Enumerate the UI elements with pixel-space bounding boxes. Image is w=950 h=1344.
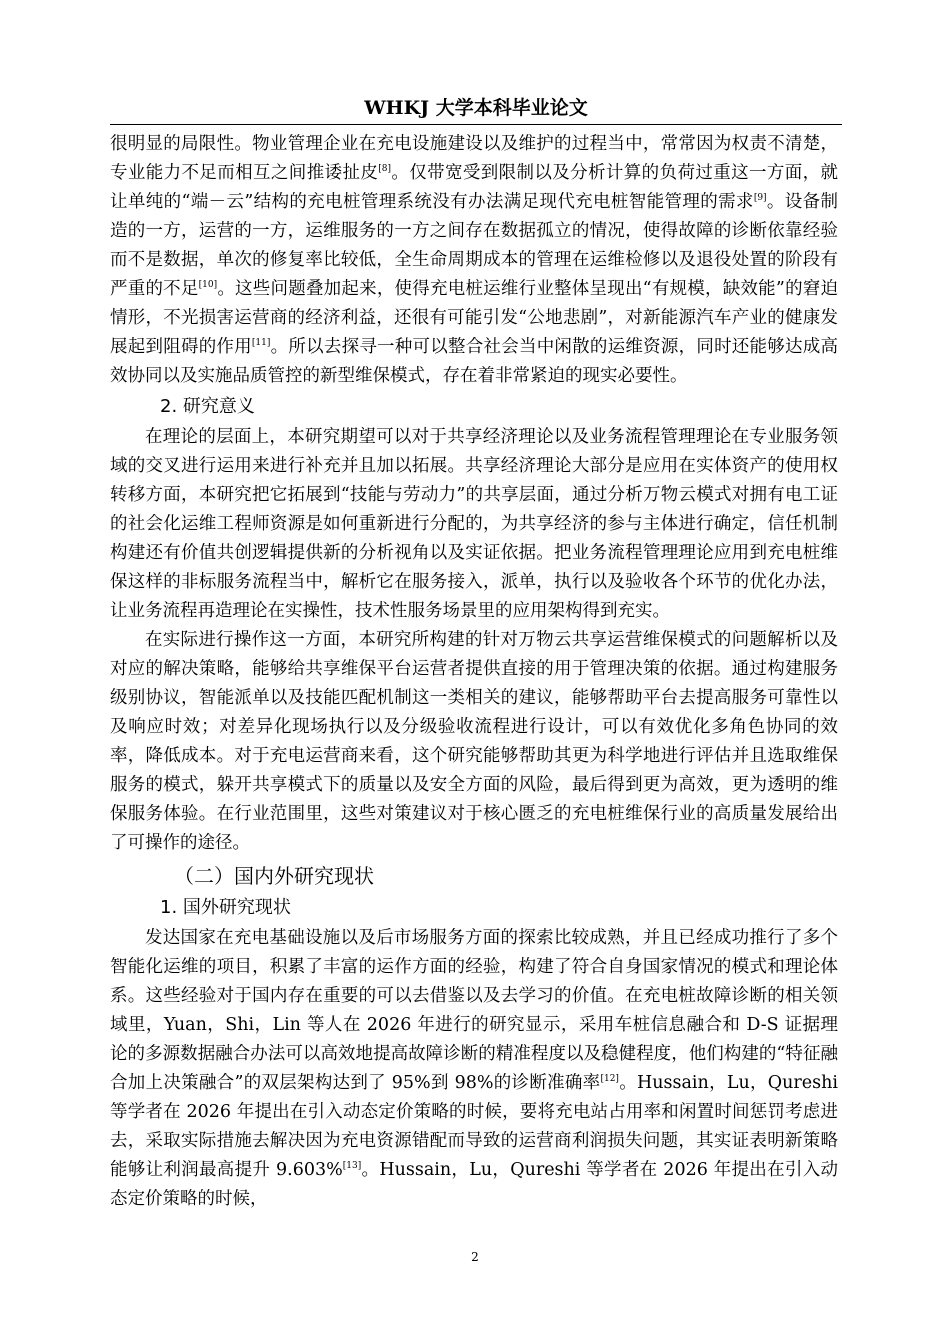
paragraph-theory: 在理论的层面上，本研究期望可以对于共享经济理论以及业务流程管理理论在专业服务领域的交叉进行运用来进行补充并且加以拓展。共享经济理论大部分是应用在实体资产的使用权转移方面，本研究把它拓展到“技能与劳动力”的共享层面，通过分析万物云模式对拥有电工证的社会化运维工程师资源是如何重新进行分配的，为共享经济的参与主体进行确定，信任机制构建还有价值共创逻辑提供新的分析视角以及实证依据。把业务流程管理理论应用到充电桩维保这样的非标服务流程当中，解析它在服务接入，派单，执行以及验收各个环节的优化办法，让业务流程再造理论在实操性，技术性服务场景里的应用架构得到充实。 [110, 427, 838, 621]
page-body [110, 130, 838, 1214]
citation-ref: [8] [378, 164, 391, 175]
paragraph-foreign-research [110, 924, 838, 1214]
section-heading-significance: 2. 研究意义 [160, 396, 255, 417]
text-run: 很明显的局限性。物业管理企业在充电设施建设以及维护的过程当中，常常因为权责不清楚，专业能力不足而相互之间推诿扯皮 [110, 134, 838, 183]
text-run: 。Hussain，Lu，Qureshi 等学者在 2026 年提出在引入动态定价策略的时候，要将充电站占用率和闲置时间惩罚考虑进去，采取实际措施去解决因为充电资源错配而导致的运营商利润损失问题，其实证表明新策略能够让利润最高提升 9.603% [110, 1073, 838, 1180]
section-heading-research-status: （二）国内外研究现状 [174, 864, 374, 888]
text-run: 。仅带宽受到限制以及分析计算的负荷过重这一方面，就让单纯的“端－云”结构的充电桩管理系统没有办法满足现代充电桩智能管理的需求 [110, 163, 838, 212]
header-rule [110, 124, 842, 125]
text-run: 。这些问题叠加起来，使得充电桩运维行业整体呈现出“有规模，缺效能”的窘迫情形，不光损害运营商的经济利益，还很有可能引发“公地悲剧”，对新能源汽车产业的健康发展起到阻碍的作用 [110, 279, 839, 357]
text-run: 发达国家在充电基础设施以及后市场服务方面的探索比较成熟，并且已经成功推行了多个智能化运维的项目，积累了丰富的运作方面的经验，构建了符合自身国家情况的模式和理论体系。这些经验对于国内存在重要的可以去借鉴以及去学习的价值。在充电桩故障诊断的相关领域里，Yuan，Shi，Lin 等人在 2026 年进行的研究显示，采用车桩信息融合和 D-S 证据理论的多源数据融合办法可以高效地提高故障诊断的精准程度以及稳健程度，他们构建的“特征融合加上决策融合”的双层架构达到了 95%到 98%的诊断准确率 [110, 928, 838, 1093]
text-run: 。所以去探寻一种可以整合社会当中闲散的运维资源，同时还能够达成高效协同以及实施品质管控的新型维保模式，存在着非常紧迫的现实必要性。 [110, 337, 839, 386]
citation-ref: [10] [198, 280, 218, 291]
paragraph-background [110, 130, 838, 391]
citation-ref: [11] [251, 338, 271, 349]
paragraph-practice: 在实际进行操作这一方面，本研究所构建的针对万物云共享运营维保模式的问题解析以及对应的解决策略，能够给共享维保平台运营者提供直接的用于管理决策的依据。通过构建服务级别协议，智能派单以及技能匹配机制这一类相关的建议，能够帮助平台去提高服务可靠性以及响应时效；对差异化现场执行以及分级验收流程进行设计，可以有效优化多角色协同的效率，降低成本。对于充电运营商来看，这个研究能够帮助其更为科学地进行评估并且选取维保服务的模式，躲开共享模式下的质量以及安全方面的风险，最后得到更为高效，更为透明的维保服务体验。在行业范围里，这些对策建议对于核心匮乏的充电桩维保行业的高质量发展给出了可操作的途径。 [110, 630, 838, 853]
text-run: 。设备制造的一方，运营的一方，运维服务的一方之间存在数据孤立的情况，使得故障的诊断依靠经验而不是数据，单次的修复率比较低，全生命周期成本的管理在运维检修以及退役处置的阶段有严重的不足 [110, 192, 839, 299]
page-number: 2 [471, 1250, 479, 1264]
citation-ref: [12] [600, 1074, 619, 1085]
citation-ref: [13] [342, 1161, 362, 1172]
citation-ref: [9] [753, 193, 767, 204]
text-run: 。Hussain，Lu，Qureshi 等学者在 2026 年提出在引入动态定价策略的时候， [110, 1160, 838, 1209]
section-heading-foreign-status: 1. 国外研究现状 [160, 897, 291, 918]
page-header-title: WHKJ 大学本科毕业论文 [364, 97, 588, 119]
